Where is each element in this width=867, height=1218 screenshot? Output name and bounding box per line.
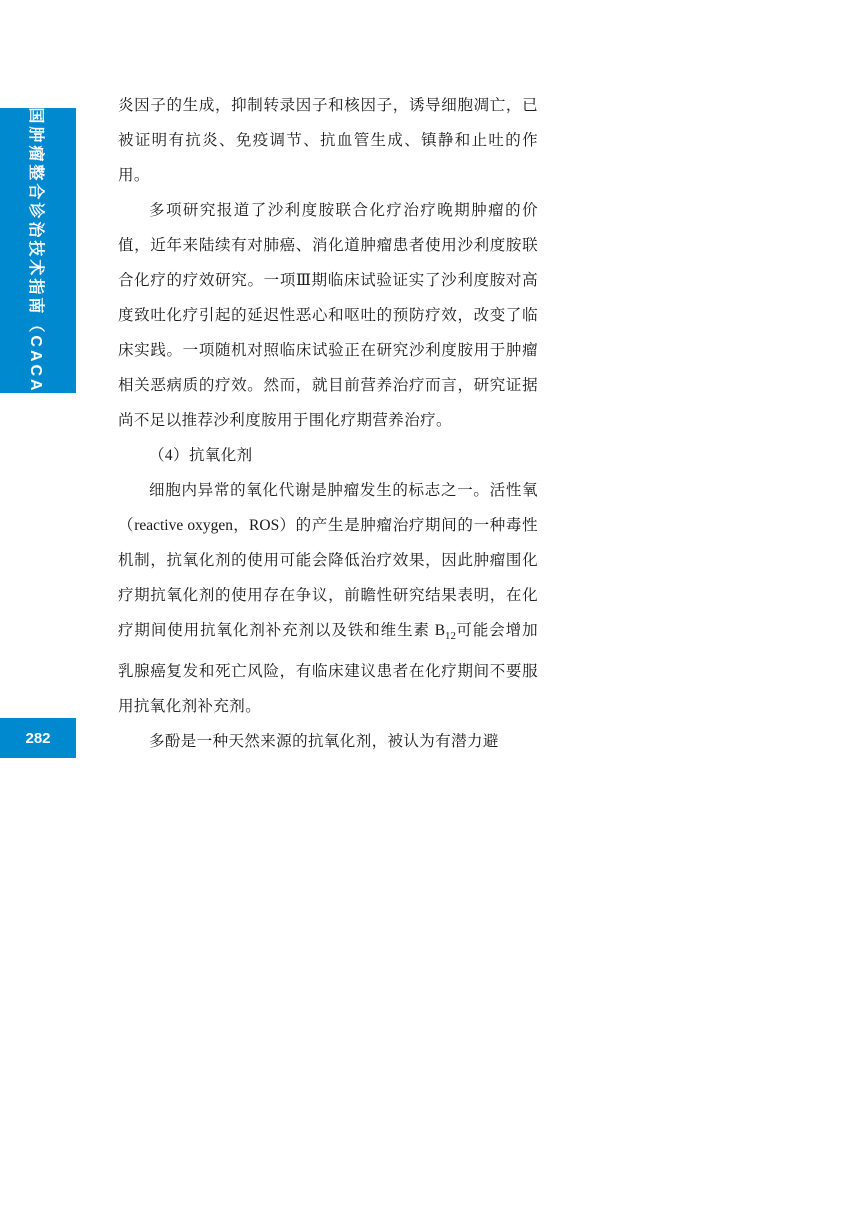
body-text-column [118,88,538,759]
page-number: 282 [25,729,51,747]
book-title-side-tab [0,88,76,413]
paragraph-4-seg-latin-b: B [434,622,446,639]
paragraph-4-seg-1: 细胞内异常的氧化代谢是肿瘤发生的标志之一。活性氧（ [118,482,538,534]
paragraph-4-seg-subscript: 12 [445,630,456,643]
paragraph-4-seg-6: 可能会增加乳腺癌复发和死亡风险，有临床建议患者在化疗期间不要服用抗氧化剂补充剂。 [118,622,538,716]
paragraph-2: 多项研究报道了沙利度胺联合化疗治疗晚期肿瘤的价值，近年来陆续有对肺癌、消化道肿瘤患者使用沙利度胺联合化疗的疗效研究。一项Ⅲ期临床试验证实了沙利度胺对高度致吐化疗引起的延迟性恶心和呕吐的预防疗效，改变了临床实践。一项随机对照临床试验正在研究沙利度胺用于肿瘤相关恶病质的疗效。然而，就目前营养治疗而言，研究证据尚不足以推荐沙利度胺用于围化疗期营养治疗。 [118,202,538,429]
subsection-heading-antioxidants: （4）抗氧化剂 [149,447,253,464]
page-number-badge [0,718,76,758]
paragraph-4-seg-latin-ros: reactive oxygen，ROS [134,517,280,534]
paragraph-4 [118,473,538,724]
paragraph-1: 炎因子的生成，抑制转录因子和核因子，诱导细胞凋亡，已被证明有抗炎、免疫调节、抗血管生成、镇静和止吐的作用。 [118,97,538,184]
book-title-text: 中国肿瘤整合诊治技术指南（CACA） [27,88,45,413]
paragraph-5: 多酚是一种天然来源的抗氧化剂，被认为有潜力避 [149,733,499,751]
paragraph-4-seg-3: ）的产生是肿瘤治疗期间的一种毒性机制，抗氧化剂的使用可能会降低治疗效果，因此肿瘤围化疗期抗氧化剂的使用存在争议，前瞻性研究结果表明，在化疗期间使用抗氧化剂补充剂以及铁和维生素 [118,517,539,639]
